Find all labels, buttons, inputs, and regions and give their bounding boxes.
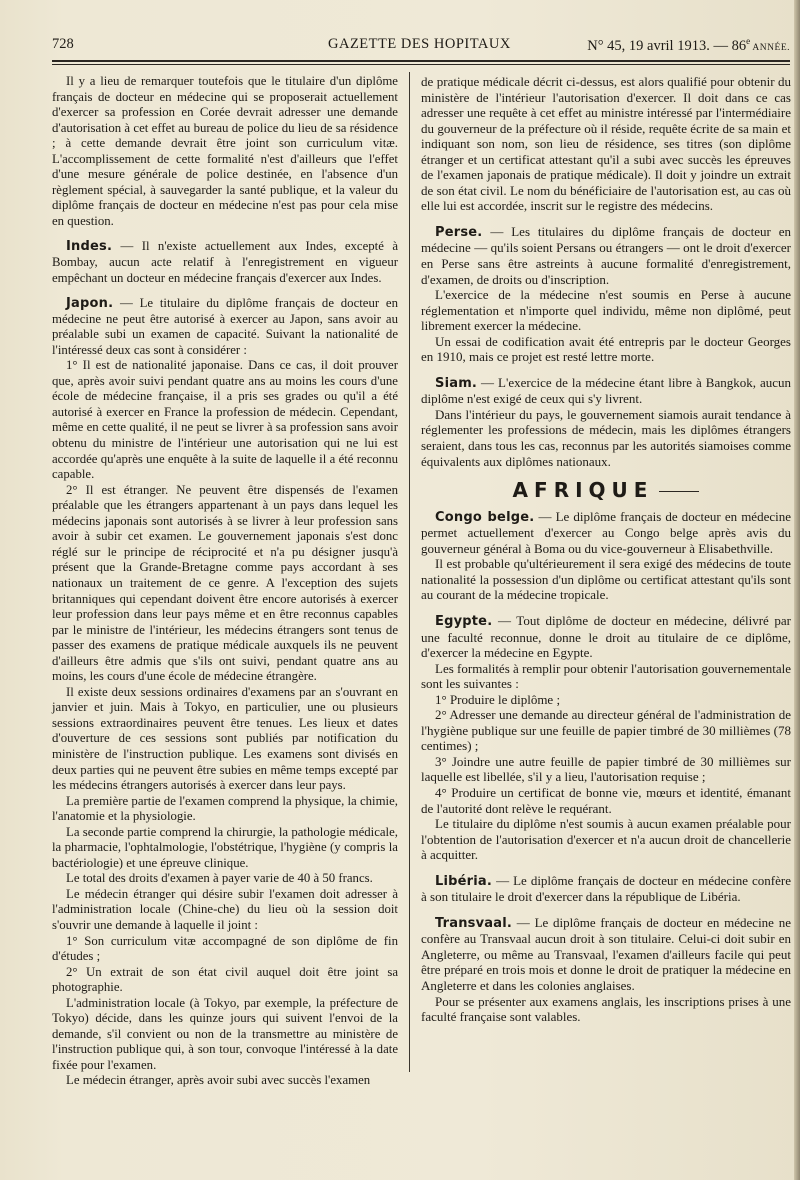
transvaal-heading: Transvaal. xyxy=(435,915,513,931)
issue-superscript: e xyxy=(746,36,751,46)
transvaal-text: — Le diplôme français de docteur en médecine ne confère au Transvaal aucun droit à son titulaire. Celui-ci doit subir en Angleterre, ou même au Transvaal, l'examen d'ailleurs facile qui peut être préparé en trois mois et donne le droit de pratiquer la médecine en Angleterre et dans les colonies anglaises. xyxy=(421,914,791,993)
header-rule-thick xyxy=(52,60,790,62)
demande-paragraph: Le médecin étranger qui désire subir l'examen doit adresser à l'administration locale (Chine-che) du lieu où la session doit s'ouvrir une demande à laquelle il joint : xyxy=(52,886,398,932)
coree-paragraph: Il y a lieu de remarquer toutefois que le titulaire d'un diplôme français de docteur en médecine qui se proposerait actuellement d'exercer sa profession en Corée devrait adresser une demande d'autorisation à cet effet au bureau de police du lieu de sa résidence ; à cette demande devrait être joint son curriculum vitæ. L'accomplissement de cette formalité n'est d'ailleurs que l'effet d'une mesure générale de police destinée, en l'absence d'un règlement spécial, à sauvegarder la santé publique, et la valeur du diplôme français de docteur en médecine n'est pas pour cela mise en question. xyxy=(52,74,398,228)
seconde-partie-paragraph: La seconde partie comprend la chirurgie, la pathologie médicale, la pharmacie, l'ophtalmologie, l'obstétrique, l'hygiène (y compris la bactériologie) et une épreuve clinique. xyxy=(52,824,398,870)
page-header xyxy=(52,36,790,58)
issue-year-label: ANNÉE. xyxy=(750,42,790,53)
congo-heading: Congo belge. xyxy=(435,509,535,525)
japon-case-2: 2° Il est étranger. Ne peuvent être dispensés de l'examen préalable que les étrangers appartenant à un pays dans lequel les médecins japonais sont autorisés à se livrer à leur profession sans avoir à subir cet examen. Le gouvernement japonais s'est donc réglé sur le principe de réciprocité et n'a pu désigner jusqu'à présent que la Grande-Bretagne comme pays accordant à ses nationaux un traitement de ce genre. A l'exception des sujets britanniques qui cependant doivent être encore autorisés à exercer leur profession dans leur pays même et en être reconnus capables par le ministre de l'intérieur, les médecins étrangers sont tenus de passer des examens de pratique médicale auxquels ils ne peuvent d'ailleurs être admis que s'ils ont suivi, pendant quatre ans au moins, les cours d'une école de médecine étrangère. xyxy=(52,482,398,684)
indes-heading: Indes. xyxy=(66,239,113,255)
liberia-text: — Le diplôme français de docteur en médecine confère à son titulaire le droit d'exercer dans la république de Libéria. xyxy=(421,872,791,905)
perse-paragraph-3: Un essai de codification avait été entrepris par le docteur Georges en 1910, mais ce projet est resté lettre morte. xyxy=(421,333,791,365)
premiere-partie-paragraph: La première partie de l'examen comprend la physique, la chimie, l'anatomie et la physiologie. xyxy=(52,793,398,824)
egypte-paragraph xyxy=(421,613,791,661)
continued-paragraph: Le médecin étranger, après avoir subi avec succès l'examen xyxy=(66,1073,371,1088)
siam-heading: Siam. xyxy=(435,375,478,391)
afrique-section-title xyxy=(421,478,791,503)
right-column xyxy=(421,74,791,1025)
transvaal-paragraph-2: Pour se présenter aux examens anglais, les inscriptions prises à une faculté française sont valables. xyxy=(421,993,791,1025)
page-number: 728 xyxy=(52,36,74,52)
egypte-item-2: 2° Adresser une demande au directeur général de l'administration de l'hygiène publique sur une feuille de papier timbré de 30 millièmes (78 centimes) ; xyxy=(421,707,791,754)
japon-paragraph xyxy=(52,296,398,358)
japon-heading: Japon. xyxy=(66,296,114,312)
afrique-title-text: AFRIQUE xyxy=(512,478,654,503)
siam-paragraph-2: Dans l'intérieur du pays, le gouvernement siamois aurait tendance à réglementer les professions de médecin, mais les diplômes étrangers seraient, dans tous les cas, reconnus par les autorités siamoises comme équivalents aux diplômes nationaux. xyxy=(421,406,791,469)
siam-paragraph xyxy=(421,375,791,407)
congo-paragraph-2: Il est probable qu'ultérieurement il sera exigé des médecins de toute nationalité la possession d'un diplôme ou certificat attestant qu'ils sont au courant de la médecine tropicale. xyxy=(421,556,791,603)
indes-text: — Il n'existe actuellement aux Indes, excepté à Bombay, aucun acte relatif à l'enregistrement en vigueur empêchant un docteur en médecine français d'exercer aux Indes. xyxy=(52,239,398,285)
title-decoration-line xyxy=(659,491,699,492)
congo-text: — Le diplôme français de docteur en médecine permet actuellement d'exercer au Congo belge après avis du gouverneur général à Boma ou du vice-gouverneur à Elisabethville. xyxy=(421,508,792,556)
egypte-text: — Tout diplôme de docteur en médecine, délivré par une faculté reconnue, donne le droit au titulaire de ce diplôme, d'exercer la médecine en Egypte. xyxy=(421,612,791,661)
japon-case-1: 1° Il est de nationalité japonaise. Dans ce cas, il doit prouver que, après avoir suivi pendant quatre ans au moins les cours d'une école de médecine française, il a pris ses grades ou qu'il a été autorisé à exercer en France la profession de médecin. Cependant, même en cette qualité, il ne peut se livrer à sa profession sans avoir obtenu du ministre de l'intérieur une autorisation qui ne lui est accordée qu'après une enquête à la suite de laquelle il a été reconnu capable. xyxy=(52,358,398,482)
header-rule-thin xyxy=(52,64,790,65)
column-divider xyxy=(409,72,410,1072)
sessions-paragraph: Il existe deux sessions ordinaires d'examens par an s'ouvrant en janvier et juin. Mais à Tokyo, en particulier, une ou plusieurs sessions extraordinaires peuvent être tenues. Les lieux et dates d'ouverture de ces sessions sont publiés par notification du ministère de l'instruction publique. Les examens sont divisés en deux parties qui ne peuvent être subies en même temps excepté par les médecins étrangers autorisés à exercer dans leur pays. xyxy=(52,684,398,793)
egypte-item-4: 4° Produire un certificat de bonne vie, mœurs et identité, émanant de l'autorité dont relève le requérant. xyxy=(421,784,791,816)
issue-info xyxy=(587,36,790,55)
journal-title: GAZETTE DES HOPITAUX xyxy=(328,36,511,52)
left-column xyxy=(52,74,398,1089)
perse-paragraph xyxy=(421,224,791,287)
indes-paragraph xyxy=(52,239,398,286)
egypte-paragraph-2: Les formalités à remplir pour obtenir l'autorisation gouvernementale sont les suivantes : xyxy=(421,660,791,692)
administration-paragraph: L'administration locale (à Tokyo, par exemple, la préfecture de Tokyo) décide, dans les quinze jours qui suivent l'envoi de la demande, s'il convient ou non de la transmettre au ministère de l'instruction publique qui, à son tour, convoque l'intéressé à la date fixée pour l'examen. xyxy=(52,995,398,1072)
list-item-curriculum: 1° Son curriculum vitæ accompagné de son diplôme de fin d'études ; xyxy=(52,933,398,964)
egypte-paragraph-3: Le titulaire du diplôme n'est soumis à aucun examen préalable pour l'obtention de l'autorisation d'exercer et n'a aucun droit de chancellerie à acquitter. xyxy=(421,816,791,863)
transvaal-paragraph xyxy=(421,915,791,994)
egypte-heading: Egypte. xyxy=(435,613,493,629)
liberia-paragraph xyxy=(421,873,791,905)
droits-paragraph: Le total des droits d'examen à payer varie de 40 à 50 francs. xyxy=(66,871,373,886)
list-item-etat-civil: 2° Un extrait de son état civil auquel doit être joint sa photographie. xyxy=(52,964,398,995)
egypte-item-1: 1° Produire le diplôme ; xyxy=(435,691,561,707)
japon-continuation: de pratique médicale décrit ci-dessus, est alors qualifié pour obtenir du ministère de l'intérieur l'autorisation d'exercer. Il doit dans ce cas adresser une requête à cet effet au ministre intéressé par l'intermédiaire du gouverneur de la préfecture où il réside, requête écrite de sa main et indiquant son nom, son lieu de résidence, ses titres (son diplôme étranger et un certificat attestant qu'il a subi avec succès les épreuves de l'examen japonais de pratique médicale). Il doit y joindre un extrait de son état civil. Le nom du bénéficiaire de l'autorisation est, au cas où elle lui est accordée, inscrit sur le registre des médecins. xyxy=(421,74,791,214)
page-spine-edge xyxy=(794,0,800,1180)
japon-text: — Le titulaire du diplôme français de docteur en médecine ne peut être autorisé à exercer au Japon, sans avoir au préalable subi un examen de capacité. Suivant la nationalité de l'intéressé deux cas sont à considérer : xyxy=(52,296,398,357)
perse-heading: Perse. xyxy=(435,224,483,240)
liberia-heading: Libéria. xyxy=(435,873,493,889)
congo-paragraph xyxy=(421,509,791,557)
siam-text: — L'exercice de la médecine étant libre à Bangkok, aucun diplôme n'est exigé de ceux qui s'y livrent. xyxy=(421,374,791,407)
egypte-item-3: 3° Joindre une autre feuille de papier timbré de 30 millièmes sur laquelle est libellée, s'il y a lieu, l'autorisation requise ; xyxy=(421,753,791,785)
issue-number-date: N° 45, 19 avril 1913. — 86 xyxy=(587,37,747,54)
perse-text: — Les titulaires du diplôme français de docteur en médecine — qu'ils soient Persans ou étrangers — ont le droit d'exercer en Perse sans être astreints à aucune formalité d'enregistrement, d'examen, de droits ou d'inscription. xyxy=(421,223,791,287)
perse-paragraph-2: L'exercice de la médecine n'est soumis en Perse à aucune réglementation et n'importe quel individu, même non diplômé, peut librement exercer la médecine. xyxy=(421,287,791,334)
